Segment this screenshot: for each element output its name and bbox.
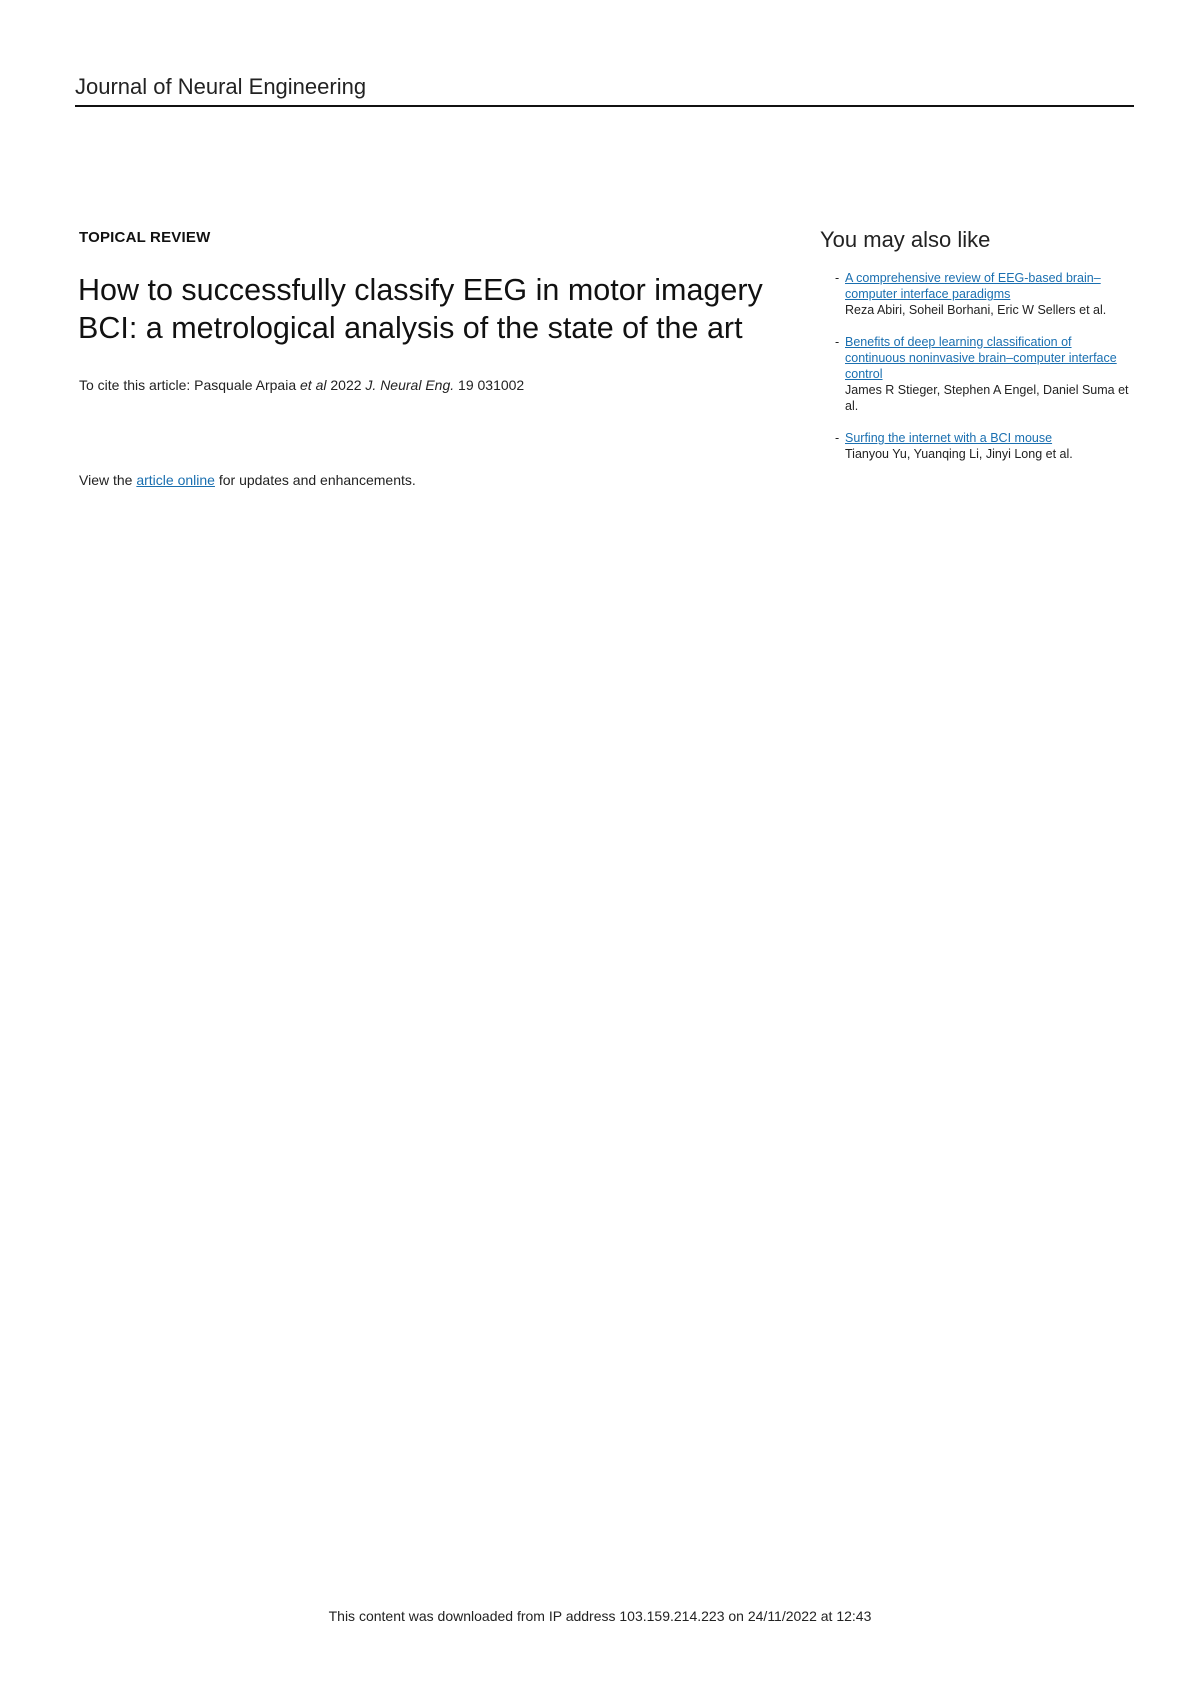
also-like-heading: You may also like bbox=[820, 227, 991, 252]
list-dash: - bbox=[835, 271, 840, 285]
download-note: This content was downloaded from IP address 103.159.214.223 on 24/11/2022 at 12:43 bbox=[328, 1608, 872, 1624]
citation-et-al: et al bbox=[300, 377, 327, 393]
citation-line bbox=[79, 377, 524, 393]
related-article-link[interactable]: Surfing the internet with a BCI mouse bbox=[845, 431, 1053, 445]
related-articles-list bbox=[835, 270, 1135, 478]
related-article-item bbox=[835, 334, 1135, 414]
citation-year: 2022 bbox=[330, 377, 362, 393]
article-online-link[interactable]: article online bbox=[136, 472, 215, 488]
list-dash: - bbox=[835, 335, 840, 349]
related-article-link[interactable]: A comprehensive review of EEG-based brain–computer interface paradigms bbox=[845, 271, 1101, 301]
citation-prefix: To cite this article: Pasquale Arpaia bbox=[79, 377, 297, 393]
journal-header bbox=[75, 74, 1134, 107]
related-article-item bbox=[835, 430, 1135, 462]
article-title: How to successfully classify EEG in motor imagery BCI: a metrological analysis of the state of the art bbox=[78, 273, 763, 345]
related-article-authors: Reza Abiri, Soheil Borhani, Eric W Sellers et al. bbox=[845, 303, 1107, 317]
view-online-before: View the bbox=[79, 472, 133, 488]
related-article-link[interactable]: Benefits of deep learning classification of continuous noninvasive brain–computer interface control bbox=[845, 335, 1117, 381]
list-dash: - bbox=[835, 431, 840, 445]
section-label: TOPICAL REVIEW bbox=[79, 229, 211, 246]
journal-name: Journal of Neural Engineering bbox=[75, 74, 367, 99]
related-article-authors: Tianyou Yu, Yuanqing Li, Jinyi Long et al. bbox=[845, 447, 1073, 461]
citation-journal: J. Neural Eng. bbox=[365, 377, 455, 393]
related-article-item bbox=[835, 270, 1135, 318]
view-online-line bbox=[79, 472, 416, 488]
citation-volume-page: 19 031002 bbox=[458, 377, 525, 393]
related-article-authors: James R Stieger, Stephen A Engel, Daniel Suma et al. bbox=[845, 383, 1129, 413]
view-online-after: for updates and enhancements. bbox=[218, 472, 416, 488]
